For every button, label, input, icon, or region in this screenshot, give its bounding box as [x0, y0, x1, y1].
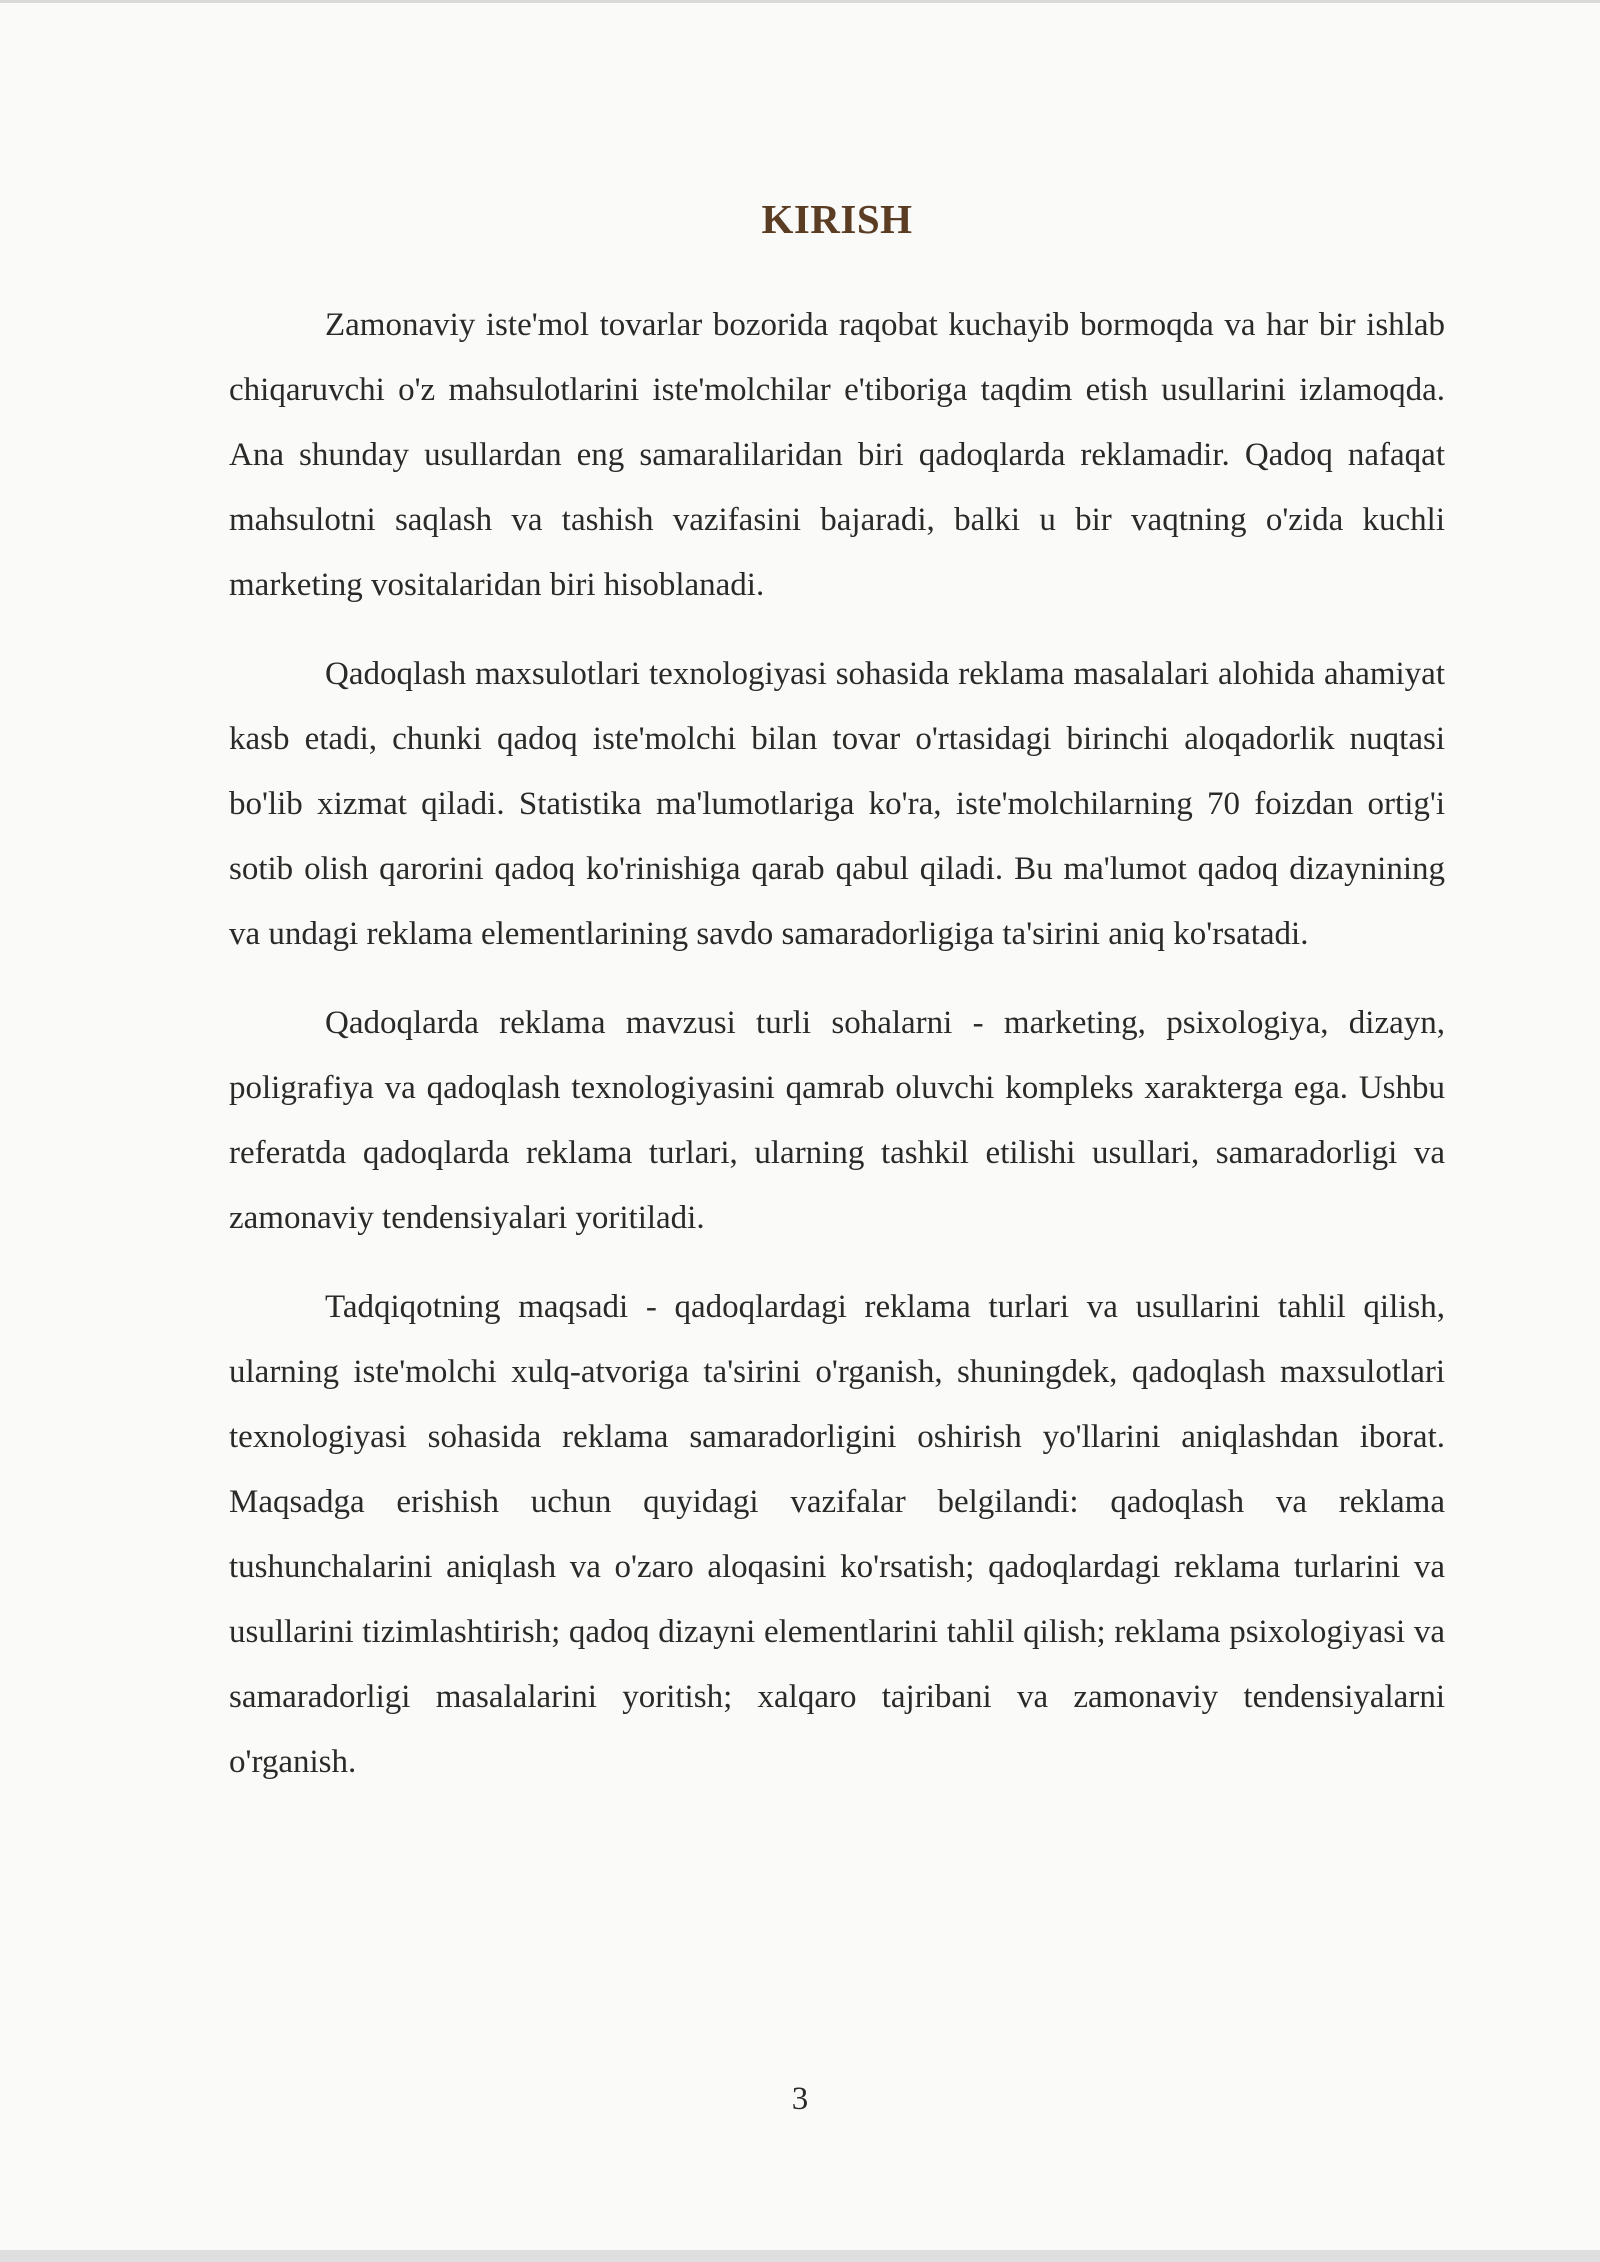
- body-text: [229, 293, 1445, 1819]
- paragraph-2: Qadoqlash maxsulotlari texnologiyasi sohasida reklama masalalari alohida ahamiyat kasb etadi, chunki qadoq iste'molchi bilan tovar o'rtasidagi birinchi aloqadorlik nuqtasi bo'lib xizmat qiladi. Statistika ma'lumotlariga ko'ra, iste'molchilarning 70 foizdan ortig'i sotib olish qarorini qadoq ko'rinishiga qarab qabul qiladi. Bu ma'lumot qadoq dizaynining va undagi reklama elementlarining savdo samaradorligiga ta'sirini aniq ko'rsatadi.: [229, 656, 1445, 952]
- page-title: KIRISH: [761, 196, 913, 242]
- paragraph-3: Qadoqlarda reklama mavzusi turli sohalarni - marketing, psixologiya, dizayn, poligrafiya va qadoqlash texnologiyasini qamrab oluvchi kompleks xarakterga ega. Ushbu referatda qadoqlarda reklama turlari, ularning tashkil etilishi usullari, samaradorligi va zamonaviy tendensiyalari yoritiladi.: [229, 1005, 1445, 1236]
- paragraph-1: Zamonaviy iste'mol tovarlar bozorida raqobat kuchayib bormoqda va har bir ishlab chiqaruvchi o'z mahsulotlarini iste'molchilar e'tiboriga taqdim etish usullarini izlamoqda. Ana shunday usullardan eng samaralilaridan biri qadoqlarda reklamadir. Qadoq nafaqat mahsulotni saqlash va tashish vazifasini bajaradi, balki u bir vaqtning o'zida kuchli marketing vositalaridan biri hisoblanadi.: [229, 307, 1445, 603]
- paragraph-4: Tadqiqotning maqsadi - qadoqlardagi reklama turlari va usullarini tahlil qilish, ularning iste'molchi xulq-atvoriga ta'sirini o'rganish, shuningdek, qadoqlash maxsulotlari texnologiyasi sohasida reklama samaradorligini oshirish yo'llarini aniqlashdan iborat. Maqsadga erishish uchun quyidagi vazifalar belgilandi: qadoqlash va reklama tushunchalarini aniqlash va o'zaro aloqasini ko'rsatish; qadoqlardagi reklama turlarini va usullarini tizimlashtirish; qadoq dizayni elementlarini tahlil qilish; reklama psixologiyasi va samaradorligi masalalarini yoritish; xalqaro tajribani va zamonaviy tendensiyalarni o'rganish.: [229, 1289, 1445, 1780]
- page-number: 3: [791, 2081, 809, 2117]
- page-bottom-edge: [0, 2250, 1600, 2262]
